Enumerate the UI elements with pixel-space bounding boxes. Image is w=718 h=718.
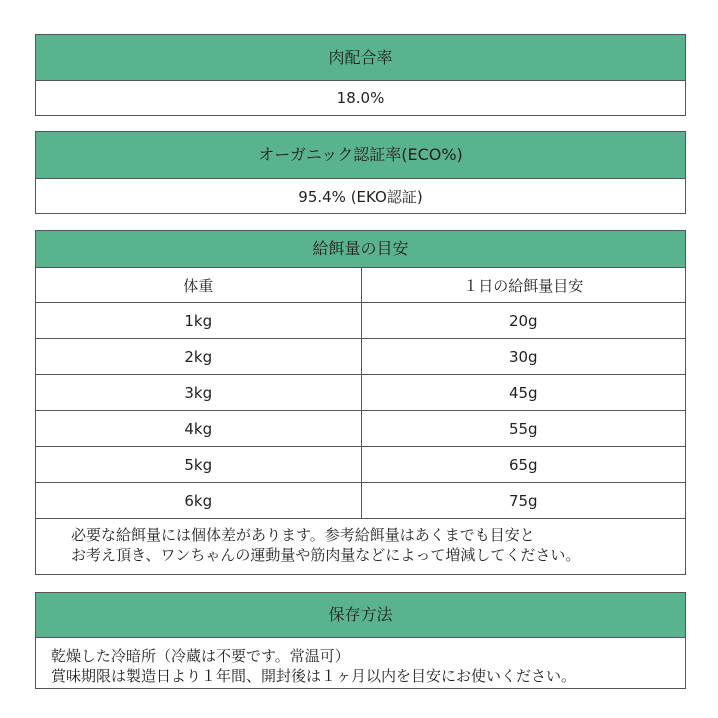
table-row (36, 447, 685, 483)
weight-column-header: 体重 (36, 268, 361, 303)
weight-cell: 6kg (36, 483, 361, 519)
feeding-table (36, 268, 685, 519)
organic-ratio-panel (35, 131, 686, 214)
feeding-table-header-row (36, 268, 685, 303)
amount-cell: 75g (361, 483, 685, 519)
storage-body (36, 638, 685, 686)
feeding-guide-header: 給餌量の目安 (36, 231, 685, 268)
amount-cell: 65g (361, 447, 685, 483)
table-row (36, 303, 685, 339)
weight-cell: 1kg (36, 303, 361, 339)
table-row (36, 483, 685, 519)
table-row (36, 411, 685, 447)
table-row (36, 339, 685, 375)
amount-column-header: １日の給餌量目安 (361, 268, 685, 303)
table-row (36, 375, 685, 411)
weight-cell: 3kg (36, 375, 361, 411)
weight-cell: 5kg (36, 447, 361, 483)
feeding-guide-panel (35, 230, 686, 575)
storage-header: 保存方法 (36, 593, 685, 638)
meat-ratio-header: 肉配合率 (36, 35, 685, 81)
feeding-note-line-1: 必要な給餌量には個体差があります。参考給餌量はあくまでも目安と (71, 526, 535, 544)
meat-ratio-panel (35, 34, 686, 116)
feeding-note-line-2: お考え頂き、ワンちゃんの運動量や筋肉量などによって増減してください。 (71, 546, 581, 564)
weight-cell: 4kg (36, 411, 361, 447)
meat-ratio-value: 18.0% (336, 89, 385, 107)
storage-line-2: 賞味期限は製造日より１年間、開封後は１ヶ月以内を目安にお使いください。 (51, 667, 577, 685)
storage-line-1: 乾燥した冷暗所（冷蔵は不要です。常温可） (51, 647, 350, 665)
organic-ratio-header: オーガニック認証率(ECO%) (36, 132, 685, 179)
amount-cell: 55g (361, 411, 685, 447)
feeding-note (36, 519, 685, 565)
weight-cell: 2kg (36, 339, 361, 375)
amount-cell: 20g (361, 303, 685, 339)
storage-panel (35, 592, 686, 689)
amount-cell: 45g (361, 375, 685, 411)
amount-cell: 30g (361, 339, 685, 375)
organic-ratio-value: 95.4% (EKO認証) (298, 187, 423, 206)
